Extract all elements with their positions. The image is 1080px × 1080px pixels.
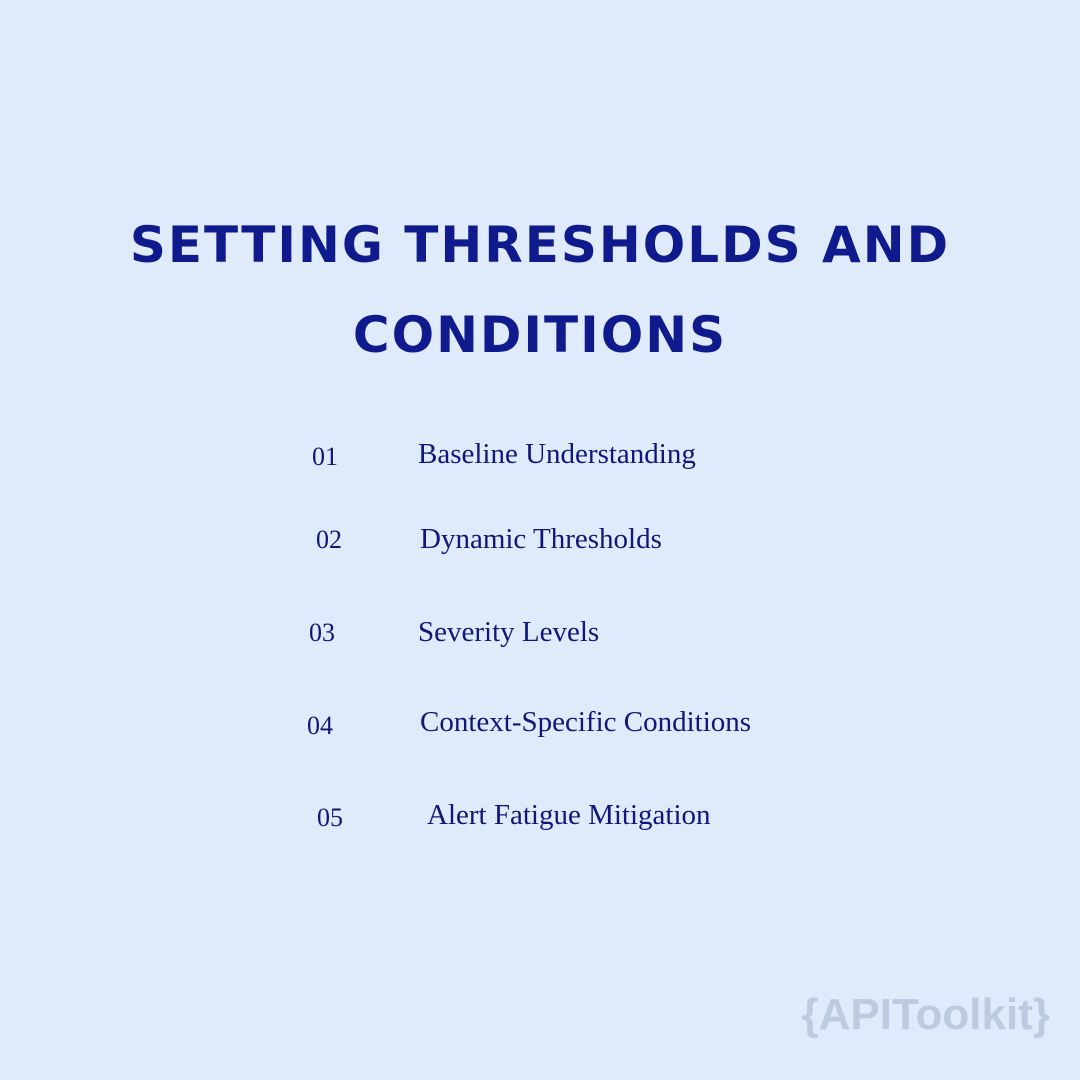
list-item-label: Dynamic Thresholds	[420, 523, 662, 555]
list-item-number: 01	[312, 442, 338, 471]
page-title-line-2: CONDITIONS	[352, 306, 728, 364]
list-item-label: Alert Fatigue Mitigation	[427, 799, 711, 831]
list-item-number: 05	[317, 803, 343, 832]
list-item-number: 03	[309, 618, 335, 647]
list-item-label: Context-Specific Conditions	[420, 706, 752, 738]
brand-logo: {APIToolkit}	[801, 990, 1050, 1039]
list-item-label: Baseline Understanding	[418, 438, 696, 470]
list-item-label: Severity Levels	[418, 616, 600, 648]
page-title-line-1: SETTING THRESHOLDS AND	[129, 216, 951, 274]
list-item-number: 04	[307, 711, 333, 740]
list-item-number: 02	[316, 525, 342, 554]
